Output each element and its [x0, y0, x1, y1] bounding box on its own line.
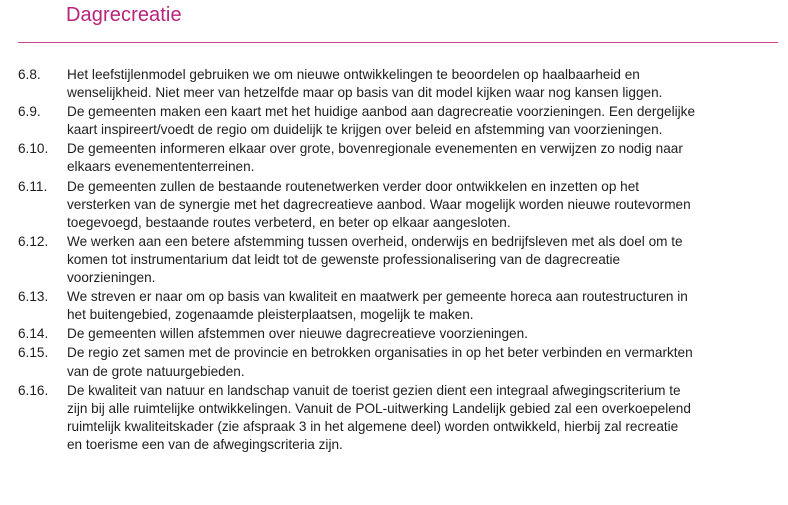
numbered-list	[0, 66, 788, 455]
text-line: voorzieningen.	[67, 270, 156, 286]
section-divider	[18, 42, 778, 43]
text-line: We streven er naar om op basis van kwaliteit en maatwerk per gemeente horeca aan routestructuren in	[67, 289, 688, 305]
text-line: komen tot instrumentarium dat leidt tot de gewenste professionalisering van de dagrecreatie	[67, 251, 621, 267]
text-line: kaart inspireert/voedt de regio om duidelijk te krijgen over beleid en afstemming van voorzieningen.	[67, 122, 663, 138]
item-number: 6.15.	[18, 345, 49, 361]
item-text	[67, 325, 779, 343]
item-text	[67, 103, 779, 139]
text-line: De gemeenten zullen de bestaande routenetwerken verder door ontwikkelen en inzetten op het	[67, 178, 640, 194]
text-line: het buitengebied, zogenaamde pleisterplaatsen, mogelijk te maken.	[67, 307, 474, 323]
text-line: De kwaliteit van natuur en landschap vanuit de toerist gezien dient een integraal afwegingscriterium te	[67, 382, 681, 398]
text-line: en toerisme een van de afwegingscriteria zijn.	[67, 436, 343, 452]
list-item	[0, 140, 788, 176]
item-number: 6.11.	[18, 178, 48, 194]
list-item	[0, 325, 788, 343]
item-text	[67, 178, 779, 232]
text-line: Het leefstijlenmodel gebruiken we om nieuwe ontwikkelingen te beoordelen op haalbaarheid en	[67, 67, 640, 82]
text-line: toegevoegd, bestaande routes verbeterd, en beter op elkaar aangesloten.	[67, 214, 511, 230]
text-line: De gemeenten willen afstemmen over nieuwe dagrecreatieve voorzieningen.	[67, 326, 528, 342]
item-number: 6.14.	[18, 326, 49, 342]
text-line: versterken van de synergie met het dagrecreatieve aanbod. Waar mogelijk worden nieuwe routevormen	[67, 196, 691, 212]
item-number: 6.10.	[18, 141, 49, 157]
item-number: 6.8.	[18, 67, 41, 82]
item-text	[67, 140, 779, 176]
item-text	[67, 233, 779, 287]
list-item	[0, 288, 788, 324]
item-text	[67, 66, 779, 102]
text-line: wenselijkheid. Niet meer van hetzelfde maar op basis van dit model kijken waar nog kansen liggen.	[67, 85, 663, 101]
item-text	[67, 382, 779, 454]
item-text	[67, 344, 779, 380]
list-item	[0, 382, 788, 454]
text-line: elkaars evenemententerreinen.	[67, 159, 255, 175]
text-line: van de grote natuurgebieden.	[67, 363, 245, 379]
text-line: We werken aan een betere afstemming tussen overheid, onderwijs en bedrijfsleven met als doel om te	[67, 233, 683, 249]
item-number: 6.9.	[18, 104, 41, 120]
text-line: De gemeenten maken een kaart met het huidige aanbod aan dagrecreatie voorzieningen. Een dergelijke	[67, 104, 696, 120]
list-item	[0, 178, 788, 232]
item-number: 6.12.	[18, 233, 49, 249]
text-line: De gemeenten informeren elkaar over grote, bovenregionale evenementen en verwijzen zo nodig naar	[67, 141, 683, 157]
item-number: 6.16.	[18, 382, 49, 398]
text-line: De regio zet samen met de provincie en betrokken organisaties in op het beter verbinden en vermarkten	[67, 345, 693, 361]
list-item	[0, 344, 788, 380]
section-title: Dagrecreatie	[66, 4, 182, 26]
list-item	[0, 233, 788, 287]
text-line: zijn bij alle ruimtelijke ontwikkelingen. Vanuit de POL-uitwerking Landelijk gebied zal een overkoepelend	[67, 400, 691, 416]
list-item	[0, 66, 788, 102]
text-line: ruimtelijk kwaliteitskader (zie afspraak 3 in het algemene deel) worden ontwikkeld, hierbij zal recreatie	[67, 418, 679, 434]
list-item	[0, 103, 788, 139]
item-number: 6.13.	[18, 289, 49, 305]
item-text	[67, 288, 779, 324]
